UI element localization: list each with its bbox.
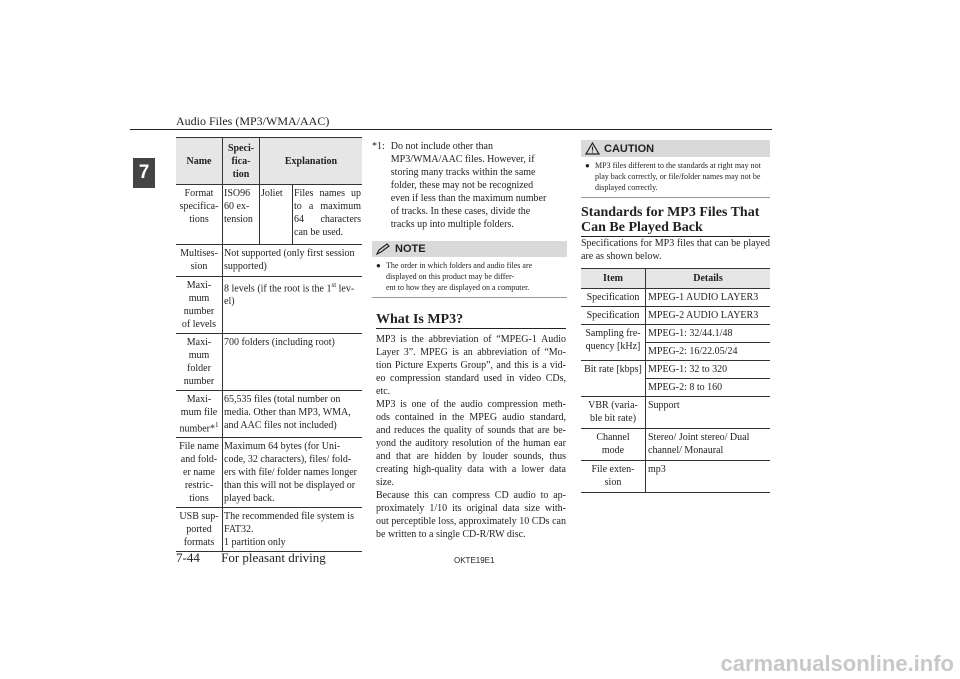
bullet-icon: ● xyxy=(585,161,590,170)
cell-item: Bit rate [kbps] xyxy=(581,361,646,397)
cell-item: Specification xyxy=(581,289,646,307)
row-name xyxy=(176,391,223,438)
footnote-ref: 1 xyxy=(215,421,219,429)
footnote xyxy=(372,140,567,231)
row-sub: Joliet xyxy=(260,185,293,245)
note-label: NOTE xyxy=(395,243,426,255)
table-row xyxy=(176,438,362,508)
document-code: OKTE19E1 xyxy=(454,556,495,565)
watermark: carmanualsonline.info xyxy=(720,651,954,676)
row-name: Maxi- mum number of levels xyxy=(181,280,217,330)
standards-intro: Specifications for MP3 files that can be played are as shown below. xyxy=(581,238,770,262)
table-header-row xyxy=(176,138,362,185)
cell-details: Stereo/ Joint stereo/ Dual channel/ Monaural xyxy=(648,432,750,456)
section-heading-what-is-mp3: What Is MP3? xyxy=(376,312,566,329)
footer xyxy=(176,550,326,566)
footer-section: For pleasant driving xyxy=(221,550,326,565)
table-row xyxy=(581,397,770,429)
row-explanation: Maximum 64 bytes (for Uni- code, 32 characters), files/ fold- ers with file/ folder names longer than this will not be displayed or played back. xyxy=(223,438,363,508)
table-header-row xyxy=(581,269,770,289)
col-header-details: Details xyxy=(646,269,771,289)
col-header-explanation: Explanation xyxy=(260,138,363,185)
row-name: Format specifica- tions xyxy=(179,188,219,225)
table-row xyxy=(581,461,770,493)
row-explanation-part: 8 levels (if the root is the 1 xyxy=(224,283,332,295)
chapter-tab: 7 xyxy=(133,158,155,188)
what-is-mp3-body xyxy=(376,333,566,541)
row-name: File name and fold- er name restric- tions xyxy=(179,441,219,505)
bullet-icon: ● xyxy=(376,261,381,270)
table-row xyxy=(176,277,362,334)
cell-details: MPEG-1 AUDIO LAYER3 xyxy=(648,292,759,303)
caution-text: MP3 files different to the standards at right may not play back correctly, or file/folder names may not be displayed correctly. xyxy=(595,161,761,192)
row-explanation: Files names up to a maximum 64 characters can be used. xyxy=(293,185,363,245)
file-restrictions-table xyxy=(176,137,362,552)
table-row xyxy=(581,289,770,307)
note-pencil-icon xyxy=(376,243,391,255)
caution-box xyxy=(581,140,770,198)
row-explanation: Not supported (only first session supported) xyxy=(223,245,363,277)
cell-item: Sampling fre- quency [kHz] xyxy=(581,325,646,361)
cell-item: File exten- sion xyxy=(581,461,646,493)
cell-details: Support xyxy=(648,400,680,411)
table-row xyxy=(581,325,770,343)
footnote-text: Do not include other than MP3/WMA/AAC files. However, if storing many tracks within the same folder, these may not be recognized even if less than the maximum number of tracks. In these cases, divide the tracks up into multiple folders. xyxy=(390,141,547,230)
table-row xyxy=(176,334,362,391)
row-spec: ISO96 60 ex- tension xyxy=(223,185,260,245)
cell-details: MPEG-2: 16/22.05/24 xyxy=(648,346,738,357)
table-row xyxy=(581,307,770,325)
table-row xyxy=(176,508,362,552)
row-explanation xyxy=(223,277,363,334)
section-heading-standards: Standards for MP3 Files That Can Be Played Back xyxy=(581,205,770,237)
table-row xyxy=(581,361,770,379)
row-explanation: 700 folders (including root) xyxy=(223,334,363,391)
note-text: The order in which folders and audio files are displayed on this product may be differ- ent to how they are displayed on a computer. xyxy=(386,261,533,292)
page-number: 7-44 xyxy=(176,550,200,565)
table-row xyxy=(176,245,362,277)
row-explanation: 65,535 files (total number on media. Other than MP3, WMA, and AAC files not included) xyxy=(223,391,363,438)
caution-header xyxy=(581,140,770,157)
cell-item: Channel mode xyxy=(581,429,646,461)
cell-item: Specification xyxy=(581,307,646,325)
row-name: Maxi- mum folder number xyxy=(183,337,215,387)
row-explanation-part: lev- el) xyxy=(224,283,355,308)
row-name: Multises- sion xyxy=(180,248,218,272)
cell-details: MPEG-2 AUDIO LAYER3 xyxy=(648,310,759,321)
cell-item: VBR (varia- ble bit rate) xyxy=(581,397,646,429)
col-header-spec: Speci- fica- tion xyxy=(223,138,260,185)
table-row xyxy=(581,429,770,461)
paragraph: Because this can compress CD audio to ap- proximately 1/10 its original data size with- out perceptible loss, approximately 10 CDs can be written to a single CD-R/RW disc. xyxy=(376,490,566,540)
paragraph: MP3 is one of the audio compression meth- ods contained in the MPEG audio standard, and reduces the quality of sounds that are be- yond the auditory resolution of the human ear and that are hidden by louder sounds, thus creating high-quality data with a lower data size. xyxy=(376,399,566,488)
note-box xyxy=(372,241,567,298)
page-header-title: Audio Files (MP3/WMA/AAC) xyxy=(176,114,330,128)
row-name-text: Maxi- mum file number* xyxy=(179,394,218,435)
caution-body xyxy=(581,157,770,198)
superscript: st xyxy=(331,281,337,289)
mp3-spec-table xyxy=(581,268,770,493)
col-header-name: Name xyxy=(176,138,223,185)
note-header xyxy=(372,241,567,257)
note-body xyxy=(372,257,567,298)
cell-details: MPEG-1: 32/44.1/48 xyxy=(648,328,733,339)
caution-label: CAUTION xyxy=(604,142,655,155)
footnote-mark: *1: xyxy=(372,141,385,152)
cell-details: MPEG-2: 8 to 160 xyxy=(648,382,723,393)
row-explanation: The recommended file system is FAT32. 1 partition only xyxy=(223,508,363,552)
cell-details: MPEG-1: 32 to 320 xyxy=(648,364,728,375)
row-name: USB sup- ported formats xyxy=(179,511,219,549)
warning-triangle-icon xyxy=(585,142,600,155)
table-row xyxy=(176,391,362,438)
header-rule xyxy=(130,129,772,130)
table-row xyxy=(176,185,362,245)
cell-details: mp3 xyxy=(648,464,666,475)
col-header-item: Item xyxy=(581,269,646,289)
paragraph: MP3 is the abbreviation of “MPEG-1 Audio Layer 3”. MPEG is an abbreviation of “Mo- tion Picture Experts Group”, and this is a vid- eo compression standard used in video CDs, etc. xyxy=(376,334,566,397)
